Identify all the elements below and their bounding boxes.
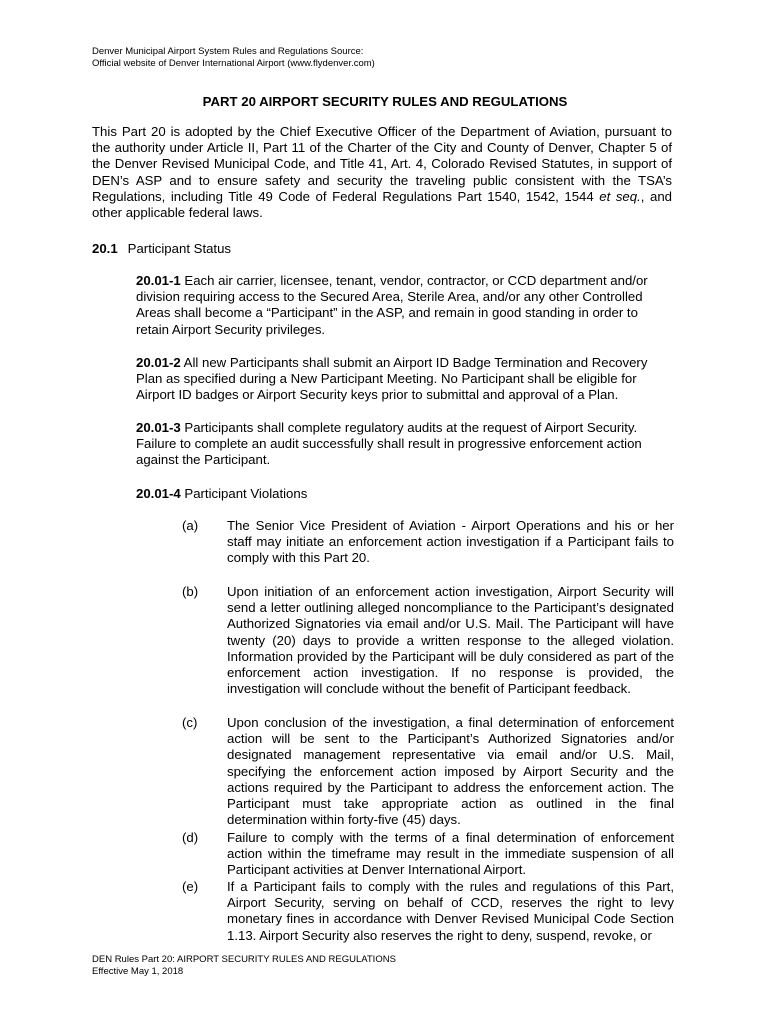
section-title: Participant Status xyxy=(127,241,232,256)
paragraph-text: All new Participants shall submit an Airport ID Badge Termination and Recovery Plan as specified during a New Participant Meeting. No Participant shall be eligible for Airport ID badges or Airport Security keys prior to submittal and approval of a Plan. xyxy=(136,355,648,403)
list-item-letter: (d) xyxy=(182,830,199,845)
paragraph-text: Participants shall complete regulatory audits at the request of Airport Security. Failure to complete an audit successfully shall result in progressive enforcement action against the Participant. xyxy=(136,420,642,468)
list-item-letter: (e) xyxy=(182,879,199,894)
intro-paragraph xyxy=(92,124,672,221)
paragraph-20-01-1 xyxy=(136,273,672,338)
footer-line-1: DEN Rules Part 20: AIRPORT SECURITY RULES AND REGULATIONS xyxy=(92,954,396,965)
list-item-text: The Senior Vice President of Aviation - Airport Operations and his or her staff may initiate an enforcement action investigation if a Participant fails to comply with this Part 20. xyxy=(227,518,674,566)
footer-line-2: Effective May 1, 2018 xyxy=(92,965,184,977)
paragraph-text: Each air carrier, licensee, tenant, vendor, contractor, or CCD department and/or division requiring access to the Secured Area, Sterile Area, and/or any other Controlled Areas shall become a “Participant” in the ASP, and remain in good standing in order to retain Airport Security privileges. xyxy=(136,273,648,337)
list-item-letter: (a) xyxy=(182,518,199,533)
paragraph-number: 20.01-1 xyxy=(136,273,181,288)
section-number: 20.1 xyxy=(92,241,118,256)
section-heading xyxy=(92,241,231,257)
list-item-letter: (b) xyxy=(182,584,199,599)
intro-italic: et seq. xyxy=(599,188,641,204)
paragraph-number: 20.01-2 xyxy=(136,355,181,370)
paragraph-number: 20.01-3 xyxy=(136,420,181,435)
list-item-letter: (c) xyxy=(182,715,198,730)
paragraph-number: 20.01-4 xyxy=(136,486,181,501)
source-header-line-2: Official website of Denver International Airport (www.flydenver.com) xyxy=(92,58,375,69)
list-item-text: Upon conclusion of the investigation, a final determination of enforcement action will be sent to the Participant’s Authorized Signatories and/or designated management representative via email and/or U.S. Mail, specifying the enforcement action imposed by Airport Security and the actions required by the Participant to address the enforcement action. The Participant must take appropriate action as outlined in the final determination within forty-five (45) days. xyxy=(227,715,674,828)
document-title: PART 20 AIRPORT SECURITY RULES AND REGULATIONS xyxy=(202,94,568,109)
intro-text: This Part 20 is adopted by the Chief Executive Officer of the Department of Aviation, pursuant to the authority under Article II, Part 11 of the Charter of the City and County of Denver, Chapter 5 of the Denver Revised Municipal Code, and Title 41, Art. 4, Colorado Revised Statutes, in support of DEN’s ASP and to ensure safety and security the traveling public consistent with the TSA’s Regulations, including Title 49 Code of Federal Regulations Part 1540, 1542, 1544 xyxy=(92,124,672,204)
paragraph-20-01-3 xyxy=(136,420,672,469)
page-footer xyxy=(92,954,396,977)
list-item-text: Failure to comply with the terms of a final determination of enforcement action within the timeframe may result in the immediate suspension of all Participant activities at Denver International Airport. xyxy=(227,830,674,878)
list-item-text: If a Participant fails to comply with the rules and regulations of this Part, Airport Security, serving on behalf of CCD, reserves the right to levy monetary fines in accordance with Denver Revised Municipal Code Section 1.13. Airport Security also reserves the right to deny, suspend, revoke, or xyxy=(227,879,674,943)
paragraph-text: Participant Violations xyxy=(184,486,308,501)
source-header xyxy=(92,46,375,70)
source-header-line-1: Denver Municipal Airport System Rules and Regulations Source: xyxy=(92,46,364,57)
paragraph-20-01-4 xyxy=(136,486,672,502)
list-item-text: Upon initiation of an enforcement action investigation, Airport Security will send a letter outlining alleged noncompliance to the Participant’s designated Authorized Signatories via email and/or U.S. Mail. The Participant will have twenty (20) days to provide a written response to the alleged violation. Information provided by the Participant will be duly considered as part of the enforcement action investigation. If no response is provided, the investigation will conclude without the benefit of Participant feedback. xyxy=(227,584,674,697)
paragraph-20-01-2 xyxy=(136,355,672,404)
intro-text-end: , and other applicable federal laws. xyxy=(92,188,672,221)
